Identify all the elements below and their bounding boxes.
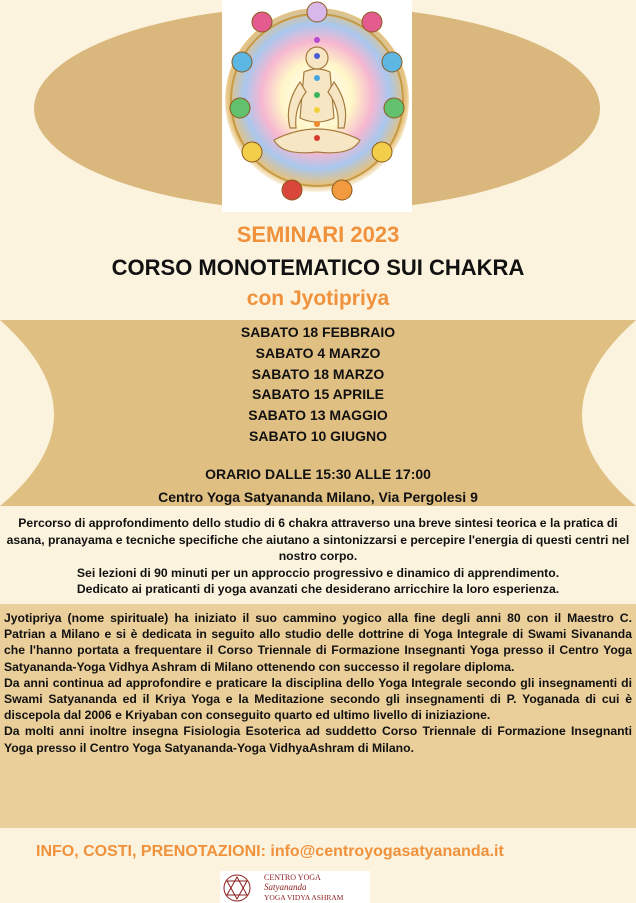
description-paragraph-2: Sei lezioni di 90 minuti per un approccio progressivo e dinamico di apprendimento. [76,565,560,580]
logo-line-3: YOGA VIDYA ASHRAM [264,893,344,902]
description-paragraph-3: Dedicato ai praticanti di yoga avanzati che desiderano arricchire la loro esperienza. [76,582,560,596]
seminar-date-4: SABATO 15 APRILE [252,386,384,403]
teacher-subtitle: con Jyotipriya [246,287,390,310]
yantra-logo-icon [223,874,251,902]
seminar-date-5: SABATO 13 MAGGIO [248,407,388,424]
description-paragraph-1: Percorso di approfondimento dello studio di 6 chakra attraverso una breve sintesi teorica e la pratica di asana, pranayama e tecniche specifiche che aiutano a sintonizzarsi e percepire l'energia di questi centri nel nostro corpo. [6,516,630,563]
seminar-dates-list [0,322,636,447]
bio-paragraph-2: Da anni continua ad approfondire e praticare la disciplina dello Yoga Integrale secondo gli insegnamenti di Swami Satyananda ed il Kriya Yoga e la Meditazione secondo gli insegnamenti di P. Yoganada di cui è discepola dal 2006 e Kriyaban con conseguito quarto ed ultimo livello di iniziazione. [4,675,632,723]
bio-paragraph-1: Jyotipriya (nome spirituale) ha iniziato il suo cammino yogico alla fine degli anni 80 con il Maestro C. Patrian a Milano e si è dedicata in seguito allo studio delle dottrine di Yoga Integrale di Swami Sivananda che l'hanno portata a frequentare il Corso Triennale di Formazione Insegnanti Yoga presso il Centro Yoga Satyananda-Yoga Vidhya Ashram di Milano ottenendo con successo il regolare diploma. [4,611,632,674]
logo-line-1: CENTRO YOGA [264,873,321,882]
seminar-date-6: SABATO 10 GIUGNO [249,427,387,444]
course-title: CORSO MONOTEMATICO SUI CHAKRA [111,255,525,280]
chakra-meditation-illustration [222,0,412,212]
course-description [6,515,630,598]
seminar-year-title: SEMINARI 2023 [236,222,400,247]
contact-info-link[interactable]: INFO, COSTI, PRENOTAZIONI: info@centroyogasatyananda.it [36,843,504,860]
seminar-date-3: SABATO 18 MARZO [251,365,385,382]
seminar-date-1: SABATO 18 FEBBRAIO [240,324,396,340]
bio-paragraph-3: Da molti anni inoltre insegna Fisiologia Esoterica ad suddetto Corso Triennale di Formazione Insegnanti Yoga presso il Centro Yoga Satyananda-Yoga VidhyaAshram di Milano. [4,724,632,755]
logo-line-2: Satyananda [264,882,307,892]
schedule-location: Centro Yoga Satyananda Milano, Via Pergolesi 9 [158,489,478,505]
teacher-bio [4,610,632,756]
schedule-time: ORARIO DALLE 15:30 ALLE 17:00 [205,466,431,482]
centro-yoga-logo [220,871,370,903]
seminar-date-2: SABATO 4 MARZO [255,344,381,361]
